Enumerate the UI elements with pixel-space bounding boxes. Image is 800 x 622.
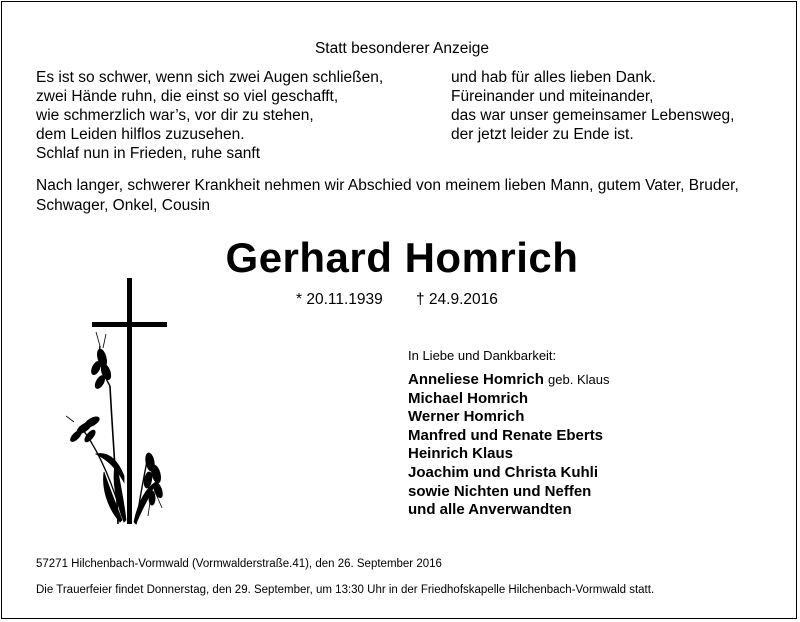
poem-line: Es ist so schwer, wenn sich zwei Augen schließen, — [36, 69, 384, 86]
death-date: † 24.9.2016 — [416, 291, 498, 308]
notice-heading: Statt besonderer Anzeige — [314, 40, 490, 57]
mourner-name: und alle Anverwandten — [408, 501, 572, 519]
service-line: Die Trauerfeier findet Donnerstag, den 29. September, um 13:30 Uhr in der Friedhofskapelle Hilchenbach-Vormwald statt. — [36, 584, 655, 596]
mourner-name: Werner Homrich — [408, 408, 525, 426]
deceased-name: Gerhard Homrich — [225, 234, 579, 281]
mourners-heading: In Liebe und Dankbarkeit: — [408, 348, 557, 363]
mourner-name: Manfred und Renate Eberts — [408, 426, 604, 444]
poem-line: der jetzt leider zu Ende ist. — [451, 126, 634, 143]
cross-with-wheat-icon — [66, 276, 178, 526]
address-line: 57271 Hilchenbach-Vormwald (Vormwalderstraße.41), den 26. September 2016 — [36, 558, 442, 570]
poem-line: Füreinander und miteinander, — [451, 88, 654, 105]
mourners-block — [408, 348, 609, 520]
poem-line: dem Leiden hilflos zuzusehen. — [36, 126, 245, 143]
mourner-name: Michael Homrich — [408, 389, 529, 407]
poem-line: das war unser gemeinsamer Lebensweg, — [451, 107, 735, 124]
mourner-name: Joachim und Christa Kuhli — [408, 463, 599, 481]
intro-text: Nach langer, schwerer Krankheit nehmen wir Abschied von meinem lieben Mann, gutem Vater, Bruder, Schwager, Onkel, Cousin — [36, 177, 739, 214]
birth-date: * 20.11.1939 — [296, 291, 383, 308]
poem-right-column — [451, 68, 734, 144]
mourner-name: Heinrich Klaus — [408, 445, 514, 463]
poem-line: Schlaf nun in Frieden, ruhe sanft — [36, 145, 261, 162]
mourner-name: Anneliese Homrich geb. Klaus — [408, 371, 610, 388]
poem-line: wie schmerzlich war’s, vor dir zu stehen, — [36, 107, 314, 124]
obituary-notice — [1, 1, 797, 619]
poem-line: und hab für alles lieben Dank. — [451, 69, 657, 86]
mourner-note: geb. Klaus — [548, 372, 610, 387]
mourner-name: sowie Nichten und Neffen — [408, 482, 592, 500]
poem-line: zwei Hände ruhn, die einst so viel geschafft, — [36, 88, 339, 105]
poem-left-column — [36, 68, 383, 163]
